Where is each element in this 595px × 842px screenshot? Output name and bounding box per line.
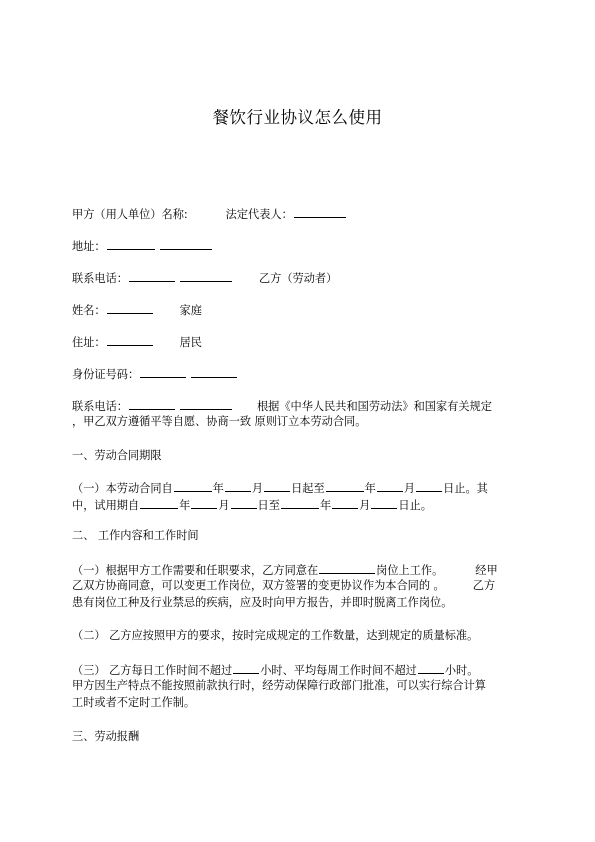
start-year-blank[interactable] [174, 480, 212, 492]
s1-daystop: 日止。其 [443, 482, 488, 495]
id-blank-1[interactable] [140, 366, 186, 378]
party-b-label: 乙方（劳动者） [258, 272, 338, 285]
address-blank-1[interactable] [107, 238, 155, 250]
section2-p3-line2: 甲方因生产特点不能按照前款执行时，经劳动保障行政部门批准，可以实行综合计算 [72, 679, 486, 692]
daily-hours-blank[interactable] [233, 662, 259, 674]
s1-month-3: 月 [218, 499, 230, 512]
s1-dayto: 日至 [257, 499, 280, 512]
s1-year-3: 年 [179, 499, 191, 512]
section2-heading: 二、 工作内容和工作时间 [72, 529, 199, 542]
address-line [72, 238, 213, 254]
address-label: 地址： [72, 240, 106, 253]
s2-p3-a2: 小时、平均每周工作时间不超过 [260, 664, 417, 677]
id-blank-2[interactable] [191, 366, 237, 378]
party-b-phone-line [72, 398, 492, 414]
residence-label: 住址： [72, 336, 106, 349]
party-a-phone-blank-2[interactable] [180, 270, 232, 282]
name-blank[interactable] [107, 302, 153, 314]
name-line [72, 302, 202, 318]
position-blank[interactable] [319, 562, 375, 574]
s1-year-2: 年 [364, 482, 376, 495]
party-a-name-label: 甲方（用人单位）名称: [72, 208, 188, 221]
name-label: 姓名： [72, 304, 106, 317]
s2-p3-a: （三） 乙方每日工作时间不超过 [72, 664, 233, 677]
s2-p1-a3: 经甲 [475, 564, 498, 577]
s1-year: 年 [212, 482, 224, 495]
trial-start-year-blank[interactable] [140, 497, 178, 509]
party-b-phone-blank-1[interactable] [129, 398, 175, 410]
section1-heading: 一、劳动合同期限 [72, 449, 162, 462]
weekly-hours-blank[interactable] [418, 662, 444, 674]
section2-p1-line2 [72, 579, 495, 593]
residence-line [72, 334, 202, 350]
trial-start-day-blank[interactable] [231, 497, 257, 509]
trial-end-year-blank[interactable] [281, 497, 319, 509]
document-title: 餐饮行业协议怎么使用 [212, 108, 383, 127]
section3-heading: 三、劳动报酬 [72, 730, 140, 743]
basis-cont: ，甲乙双方遵循平等自愿、协商一致 原则订立本劳动合同。 [72, 415, 367, 428]
s1-dayfrom: 日起至 [291, 482, 325, 495]
section2-p3-line3: 工时或者不定时工作制。 [72, 696, 196, 709]
party-b-phone-label: 联系电话： [72, 400, 128, 413]
name-extra: 家庭 [179, 304, 202, 317]
party-b-phone-blank-2[interactable] [180, 398, 232, 410]
basis-text: 根据《中华人民共和国劳动法》和国家有关规定 [256, 400, 492, 413]
trial-end-month-blank[interactable] [332, 497, 358, 509]
id-label: 身份证号码： [72, 368, 140, 381]
party-a-phone-blank-1[interactable] [129, 270, 175, 282]
trial-end-day-blank[interactable] [371, 497, 397, 509]
s1-year-4: 年 [319, 499, 332, 512]
end-day-blank[interactable] [416, 480, 442, 492]
legal-rep-blank[interactable] [294, 206, 346, 218]
s1-text-b: 中，试用期自 [72, 499, 140, 512]
section2-p3-line1 [72, 662, 478, 678]
s2-p1-b2: 乙方 [472, 579, 496, 592]
section2-p2: （二） 乙方应按照甲方的要求，按时完成规定的工作数量，达到规定的质量标准。 [72, 629, 479, 642]
s1-month-2: 月 [403, 482, 416, 495]
s2-p1-a2: 岗位上工作。 [376, 564, 444, 577]
end-year-blank[interactable] [326, 480, 364, 492]
s1-dayend: 日止。 [398, 499, 432, 512]
end-month-blank[interactable] [377, 480, 403, 492]
s1-text-a: （一）本劳动合同自 [72, 482, 173, 495]
address-blank-2[interactable] [160, 238, 212, 250]
s1-month-4: 月 [359, 499, 371, 512]
section1-p1-line2 [72, 497, 432, 513]
section1-p1-line1 [72, 480, 488, 496]
s2-p3-a3: 小时。 [444, 664, 479, 677]
party-a-line [72, 206, 347, 222]
party-a-phone-label: 联系电话： [72, 272, 128, 285]
section2-p1-line3: 患有岗位工种及行业禁忌的疾病，应及时向甲方报告，并即时脱离工作岗位。 [72, 596, 453, 609]
s2-p1-b: 乙双方协商同意，可以变更工作岗位，双方签署的变更协议作为本合同的 。 [72, 579, 445, 592]
trial-start-month-blank[interactable] [191, 497, 217, 509]
section2-p1-line1 [72, 562, 498, 578]
residence-extra: 居民 [179, 336, 202, 349]
s2-p1-a: （一）根据甲方工作需要和任职要求，乙方同意在 [72, 564, 319, 577]
id-line [72, 366, 238, 382]
start-day-blank[interactable] [264, 480, 290, 492]
residence-blank[interactable] [107, 334, 153, 346]
s1-month: 月 [251, 482, 264, 495]
start-month-blank[interactable] [225, 480, 251, 492]
legal-rep-label: 法定代表人： [225, 208, 293, 221]
party-a-phone-line [72, 270, 337, 286]
